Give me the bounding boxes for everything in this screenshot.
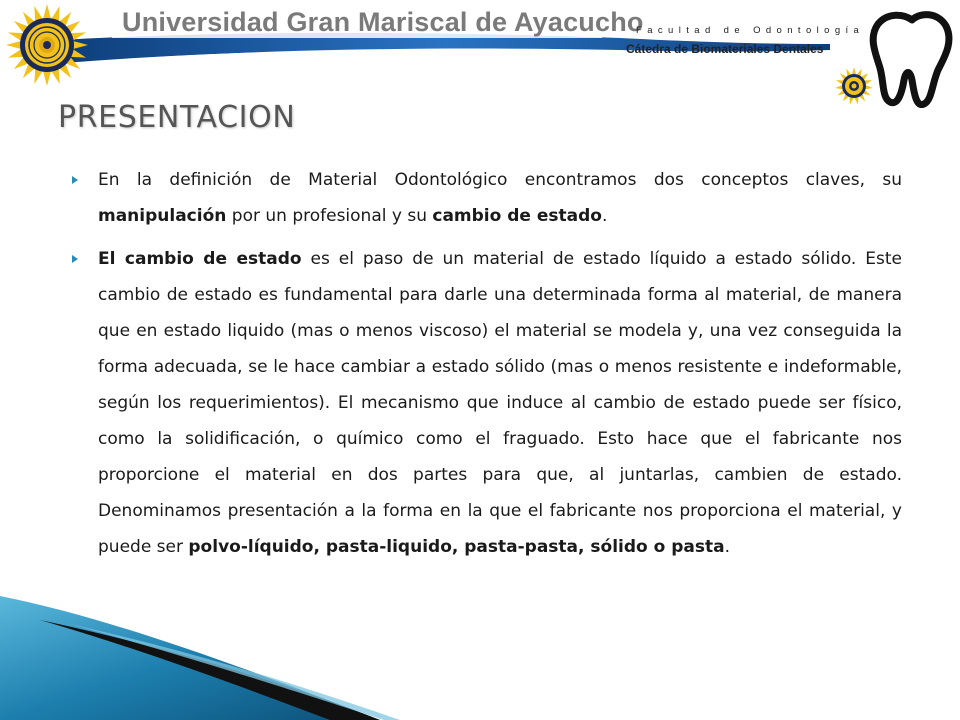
bullet-item <box>72 162 902 234</box>
slide-title: PRESENTACION <box>58 100 296 135</box>
bullet-bold-text: cambio de estado <box>432 206 602 226</box>
slide-content <box>72 162 902 572</box>
bullet-bold-text: El cambio de estado <box>98 249 302 269</box>
bullet-text: es el paso de un material de estado líquido a estado sólido. Este cambio de estado es fundamental para darle una determinada forma al material, de manera que en estado liquido (mas o menos viscoso) el material se modela y, una vez conseguida la forma adecuada, se le hace cambiar a estado sólido (mas o menos resistente e indeformable, según los requerimientos). El mecanismo que induce al cambio de estado puede ser físico, como la solidificación, o químico como el fraguado. Esto hace que el fabricante nos proporcione el material en dos partes para que, al juntarlas, cambien de estado. Denominamos presentación a la forma en la que el fabricante nos proporciona el material, y puede ser <box>98 249 902 557</box>
footer-wave-decoration <box>0 596 960 720</box>
bullet-bold-text: polvo-líquido, pasta-liquido, pasta-pasta, sólido o pasta <box>188 537 725 557</box>
bullet-bold-text: manipulación <box>98 206 227 226</box>
bullet-item <box>72 241 902 565</box>
bullet-text: . <box>724 537 730 557</box>
university-name: Universidad Gran Mariscal de Ayacucho <box>122 7 644 37</box>
university-sun-logo-icon <box>4 2 90 88</box>
chair-name: Cátedra de Biomateriales Dentales <box>626 42 824 56</box>
small-sun-logo-icon <box>834 66 874 106</box>
bullet-text: En la definición de Material Odontológico encontramos dos conceptos claves, su <box>98 170 902 190</box>
bullet-text: . <box>601 206 608 226</box>
faculty-name: Facultad de Odontología <box>636 25 865 36</box>
slide-header <box>0 0 960 110</box>
triangle-bullet-icon <box>72 255 78 263</box>
bullet-text: por un profesional y su <box>226 206 433 226</box>
triangle-bullet-icon <box>72 176 78 184</box>
